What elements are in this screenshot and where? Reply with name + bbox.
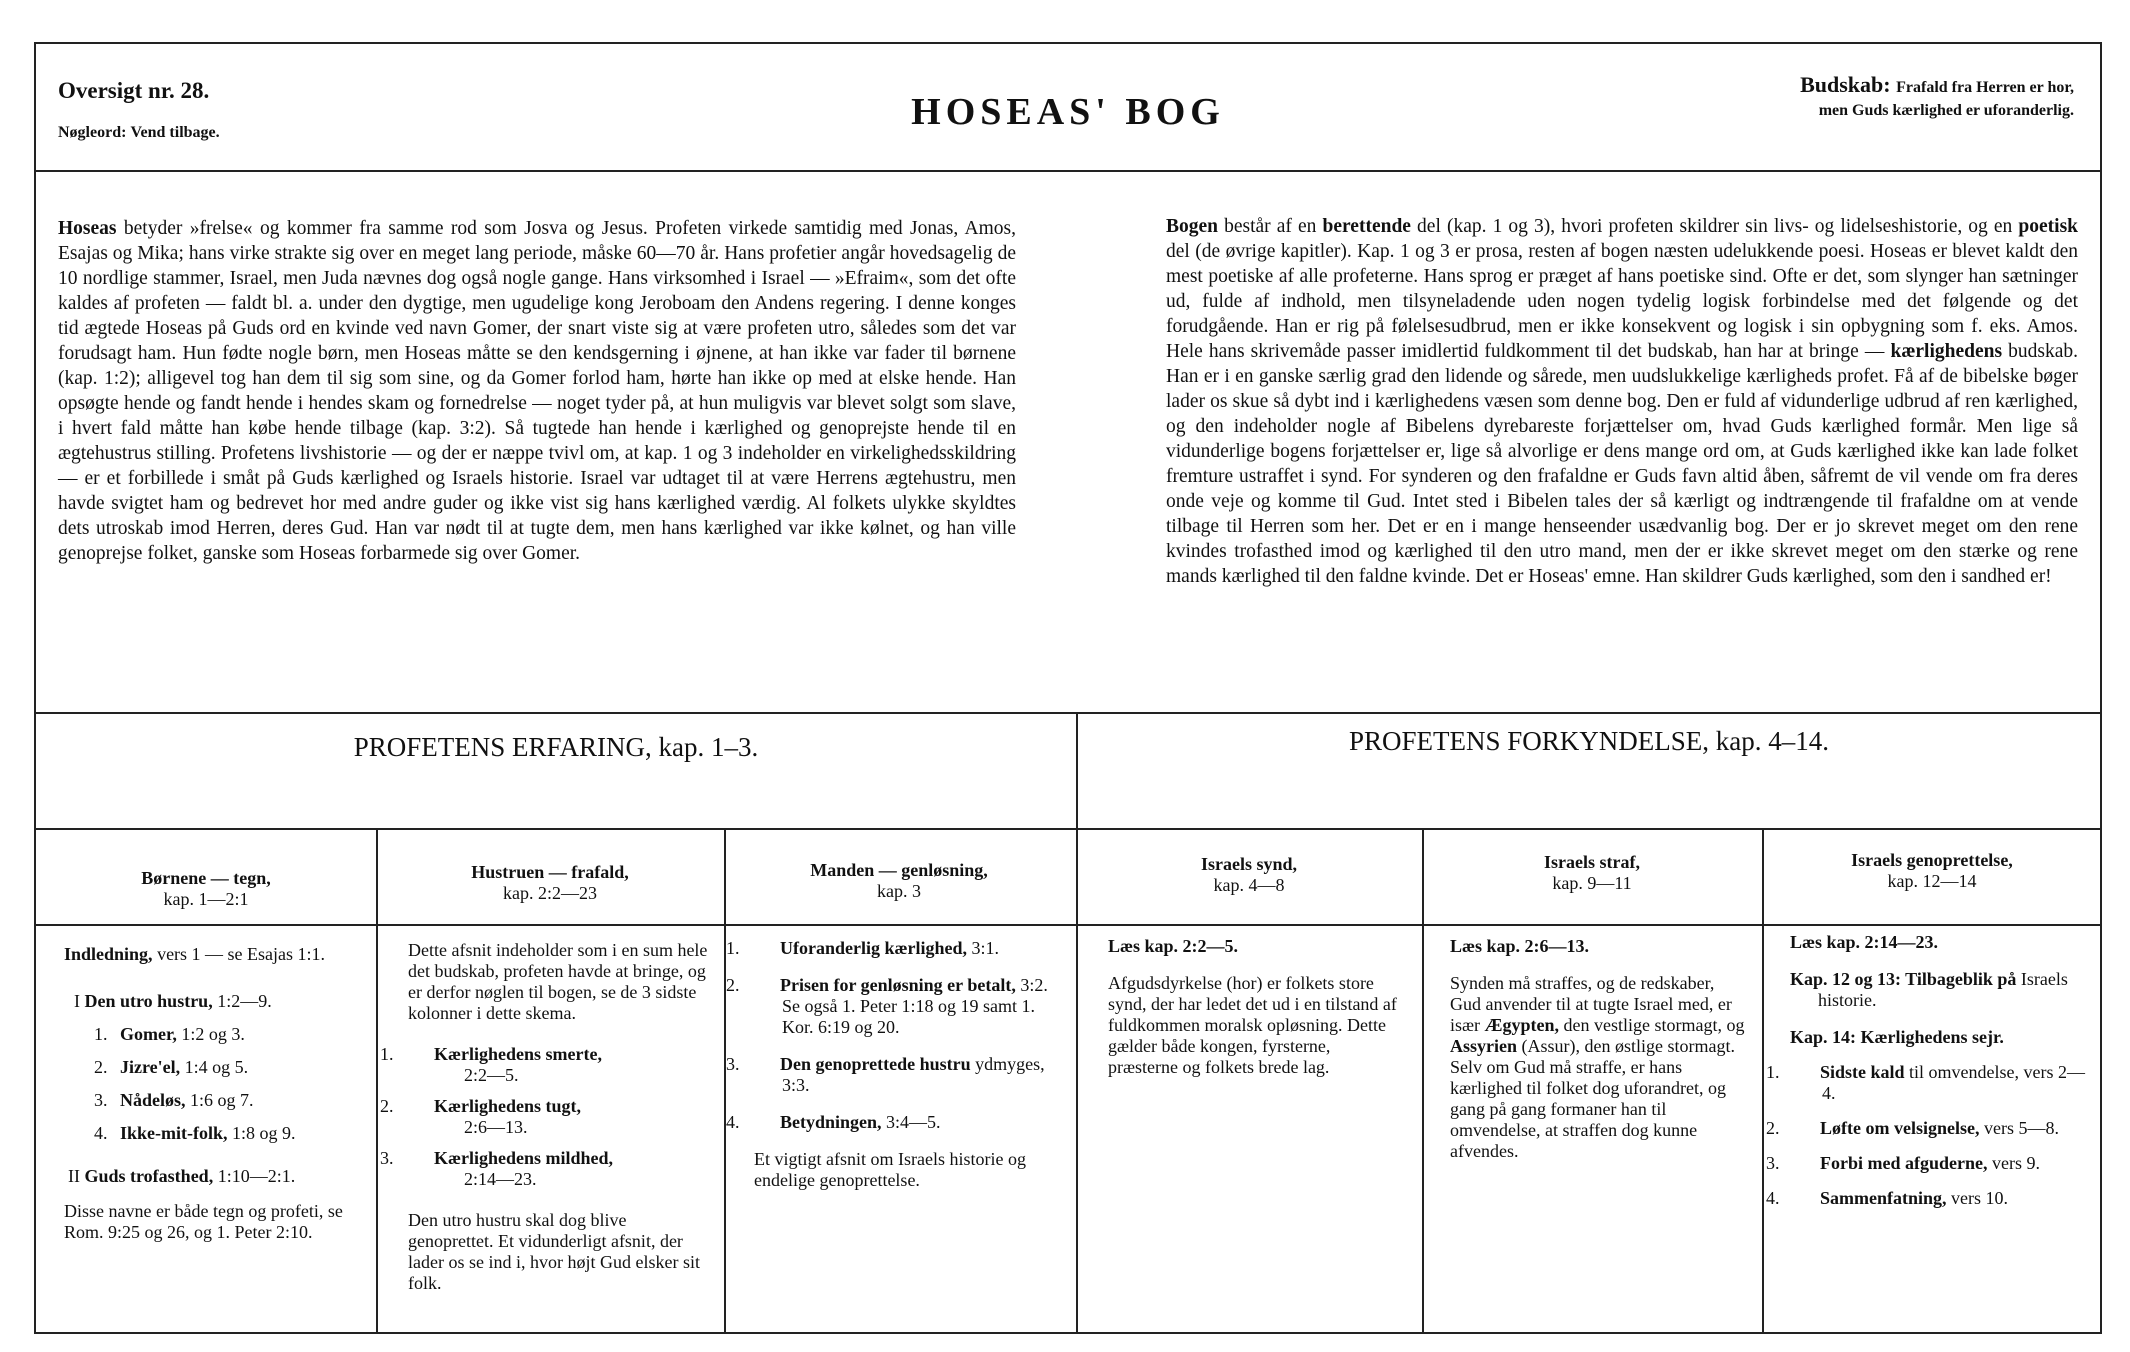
column-title: Manden — genløsning, xyxy=(810,860,988,880)
page-title: HOSEAS' BOG xyxy=(911,91,1225,133)
column-body-5 xyxy=(1450,936,1746,1162)
list-ref: vers 10. xyxy=(1951,1188,2009,1208)
list-item xyxy=(1766,1118,2090,1139)
intro-right-text-2: del (kap. 1 og 3), hvori profeten skildrer sin livs- og lidelseshistorie, og en xyxy=(1417,216,2013,237)
col4-text: Afgudsdyrkelse (hor) er folkets store synd, der har ledet det ud i en tilstand af fuldkommen moralsk opløsning. Dette gælder både kongen, fyrsterne, præsterne og folkets brede lag. xyxy=(1108,973,1397,1077)
message-line1: Frafald fra Herren er hor, xyxy=(1896,79,2074,96)
column-body-6 xyxy=(1766,932,2090,1209)
column-title: Israels straf, xyxy=(1544,852,1640,872)
list-ref: vers 9. xyxy=(1991,1153,2040,1173)
intro-right-text-1: består af en xyxy=(1224,216,1317,237)
intro-left-text: betyder »frelse« og kommer fra samme rod som Josva og Jesus. Profeten virkede samtidig med Jonas, Amos, Esajas og Mika; hans virke strakte sig over en meget lang periode, måske 60—70 år. Hans profetier angår hovedsagelig de 10 nordlige stammer, Israel, men Juda nævnes dog også nogle gange. Hans virksomhed i Israel — »Efraim«, som det ofte kaldes af profeten — faldt bl. a. under den dygtige, men ugudelige kong Jeroboam den Andens regering. I denne konges tid ægtede Hoseas på Guds ord en kvinde ved navn Gomer, der snart viste sig at være profeten utro, således som det var forudsagt ham. Hun fødte nogle børn, men Hoseas måtte se den kendsgerning i øjnene, at han ikke var fader til børnene (kap. 1:2); alligevel tog han dem til sig som sine, og da Gomer forlod ham, hørte han ikke op med at elske hende. Han opsøgte hende og fandt hende i hendes skam og fornedrelse — noget tyder på, at hun muligvis var blevet solgt som slave, i hvert fald måtte han købe hende tilbage (kap. 3:2). Så tugtede han hende i kærlighed og genoprejste hende til en ægtehustrus stilling. Profetens livshistorie — og der er næppe tvivl om, at kap. 1 og 3 indeholder en virkelighedsskildring — er et forbillede i småt på Guds kærlighed og Israels historie. Israel var udtaget til at være Herrens ægtehustru, men havde svigtet ham og bedrevet hor med andre guder og ikke vist sig hans kærlighed værdig. Al folkets ulykke skyldtes dets utroskab imod Herren, deres Gud. Han var nødt til at tugte dem, men hans kærlighed var ikke kølnet, og han ville genoprejse folket, ganske som Hoseas forbarmede sig over Gomer. xyxy=(58,218,1016,564)
list-heading: Sammenfatning, xyxy=(1820,1188,1947,1208)
column-header-3 xyxy=(724,860,1074,902)
list-number: 4. xyxy=(94,1123,108,1143)
list-number: 4. xyxy=(1766,1188,1780,1208)
section-erfaring: PROFETENS ERFARING, kap. 1–3. xyxy=(353,732,759,762)
list-item xyxy=(1766,1153,2090,1174)
list-ref: 3:1. xyxy=(971,938,1000,958)
list-number: 1. xyxy=(726,938,740,958)
list-heading: Uforanderlig kærlighed, xyxy=(780,938,967,958)
col2-note: Den utro hustru skal dog blive genoprettet. Et vidunderligt afsnit, der lader os se ind i, hvor højt Gud elsker sit folk. xyxy=(408,1210,700,1293)
list-ref: 1:6 og 7. xyxy=(190,1090,254,1110)
list-heading: Kærlighedens smerte, xyxy=(434,1044,602,1064)
list-ref: 3:4—5. xyxy=(886,1112,941,1132)
intro-right-bold-2: poetisk xyxy=(2018,216,2079,237)
column-divider xyxy=(1762,828,1764,1334)
intro-left xyxy=(58,216,1016,566)
list-number: 1. xyxy=(1766,1062,1780,1082)
column-header-6 xyxy=(1762,850,2102,892)
list-ref: 2:14—23. xyxy=(464,1169,537,1189)
column-title: Hustruen — frafald, xyxy=(471,862,629,882)
list-number: 2. xyxy=(726,975,740,995)
col1-intro-heading: Indledning, xyxy=(64,944,153,964)
col1-roman-2: II xyxy=(68,1166,80,1186)
list-ref: 1:4 og 5. xyxy=(184,1057,249,1077)
list-heading: Nådeløs, xyxy=(120,1090,186,1110)
intro-right-bold-1: berettende xyxy=(1322,216,1411,237)
column-divider xyxy=(376,828,378,1334)
col4-read-ref: Læs kap. 2:2—5. xyxy=(1108,936,1239,956)
list-heading: Prisen for genløsning er betalt, xyxy=(780,975,1016,995)
list-item xyxy=(1766,1188,2090,1209)
list-number: 2. xyxy=(94,1057,108,1077)
column-body-2 xyxy=(380,940,708,1294)
message-block xyxy=(1800,72,2074,120)
section-divider-top xyxy=(36,712,2100,714)
list-item xyxy=(94,1090,364,1111)
col5-bold-2: Assyrien xyxy=(1450,1036,1517,1056)
list-ref: 2:6—13. xyxy=(464,1117,528,1137)
list-ref: ydmyges, 3:3. xyxy=(782,1054,1045,1095)
list-heading: Forbi med afguderne, xyxy=(1820,1153,1988,1173)
column-header-2 xyxy=(376,862,724,904)
list-number: 1. xyxy=(380,1044,394,1064)
intro-right-text-4: budskab. Han er i en ganske særlig grad den lidende og sårede, men uudslukkelige kærligheds profet. Få af de bibelske bøger lader os skue så dybt ind i kærlighedens væsen som denne bog. Den er fuld af vidunderlige udbrud af ren kærlighed, og den indeholder nogle af Bibelens dyrebareste forjættelser om, hvad Guds kærlighed formår. Men lige så vidunderlige bogens forjættelser er, lige så alvorlige er dens mange ord om, at Guds kærlighed ikke kan lade folket fremture ustraffet i synd. For synderen og den frafaldne er Guds favn altid åben, såfremt de vil vende om fra deres onde veje og komme til Gud. Intet sted i Bibelen tales der så kærligt og indtrængende til frafaldne om at vende tilbage til Herren som her. Det er en i mange henseender usædvanlig bog. Der er jo skrevet meget om den rene kvindes trofasthed imod og kærlighed til den utro mand, men der er ikke skrevet meget om den stærke og rene mands kærlighed til den faldne kvinde. Det er Hoseas' emne. Han skildrer Guds kærlighed, som den i sandhed er! xyxy=(1166,341,2079,587)
col1-heading-1: Den utro hustru, xyxy=(84,991,213,1011)
column-header-5 xyxy=(1422,852,1762,894)
col5-read-ref: Læs kap. 2:6—13. xyxy=(1450,936,1590,956)
intro-right-bold-3: kærlighedens xyxy=(1890,341,2003,362)
col5-bold-1: Ægypten, xyxy=(1484,1015,1560,1035)
column-header-1 xyxy=(36,868,376,910)
list-heading: Kærlighedens tugt, xyxy=(434,1096,582,1116)
overview-label: Oversigt nr. 28. xyxy=(58,78,210,103)
list-ref: 1:2 og 3. xyxy=(181,1024,245,1044)
section-forkyndelse: PROFETENS FORKYNDELSE, kap. 4–14. xyxy=(1348,726,1830,756)
column-body-4 xyxy=(1108,936,1404,1078)
list-heading: Løfte om velsignelse, xyxy=(1820,1118,1980,1138)
column-title: Israels synd, xyxy=(1200,854,1298,874)
list-item xyxy=(726,975,1060,1038)
list-heading: Sidste kald xyxy=(1820,1062,1905,1082)
list-heading: Ikke-mit-folk, xyxy=(120,1123,228,1143)
col1-note: Disse navne er både tegn og profeti, se Rom. 9:25 og 26, og 1. Peter 2:10. xyxy=(64,1201,343,1242)
column-divider xyxy=(1076,828,1078,1334)
column-subtitle: kap. 2:2—23 xyxy=(503,883,597,903)
col3-note: Et vigtigt afsnit om Israels historie og endelige genoprettelse. xyxy=(754,1149,1026,1190)
list-ref: 3:2. Se også 1. Peter 1:18 og 19 samt 1. Kor. 6:19 og 20. xyxy=(782,975,1048,1037)
list-number: 2. xyxy=(380,1096,394,1116)
column-body-1 xyxy=(64,944,364,1243)
col6-heading-1-text: Israels historie. xyxy=(1818,969,2068,1010)
chart-frame xyxy=(34,42,2102,1334)
col5-text-2: den vestlige stormagt, og xyxy=(1563,1015,1745,1035)
keyword-label: Nøgleord: xyxy=(58,124,127,141)
intro-right-text-3: del (de øvrige kapitler). Kap. 1 og 3 er prosa, resten af bogen næsten udelukkende poesi. Hoseas er blevet kaldt den mest poetiske af alle profeterne. Hans sprog er præget af hans poetiske sind. Ofte er det, som slynger han sætninger ud, fulde af indhold, men tilsyneladende uden nogen tydelig logisk forbindelse med det følgende og det forudgående. Han er rig på følelsesudbrud, men er ikke konsekvent og logisk i sin opbygning som f. eks. Amos. Hele hans skrivemåde passer imidlertid fuldkomment til det budskab, han har at bringe — xyxy=(1166,241,2078,362)
list-number: 2. xyxy=(1766,1118,1780,1138)
col2-intro: Dette afsnit indeholder som i en sum hele det budskab, profeten havde at bringe, og er derfor nøglen til bogen, se de 3 sidste kolonner i dette skema. xyxy=(408,940,708,1023)
list-ref: til omvendelse, vers 2—4. xyxy=(1822,1062,2086,1103)
list-item xyxy=(94,1024,364,1045)
message-label: Budskab: xyxy=(1800,72,1891,97)
list-item xyxy=(726,938,1060,959)
column-subtitle: kap. 9—11 xyxy=(1552,873,1632,893)
list-item xyxy=(380,1044,708,1086)
keyword-value: Vend tilbage. xyxy=(130,124,220,141)
list-number: 3. xyxy=(94,1090,108,1110)
col1-heading-2-ref: 1:10—2:1. xyxy=(217,1166,296,1186)
col5-text-3: (Assur), den østlige stormagt. Selv om Gud må straffe, er hans kærlighed til folket dog uforandret, og gang på gang formaner han til omvendelse, at straffen dog kunne afvendes. xyxy=(1450,1036,1735,1161)
list-number: 3. xyxy=(1766,1153,1780,1173)
list-number: 3. xyxy=(380,1148,394,1168)
list-item xyxy=(726,1112,1060,1133)
list-item xyxy=(94,1123,364,1144)
col1-roman-1: I xyxy=(74,991,80,1011)
col6-read-ref: Læs kap. 2:14—23. xyxy=(1790,932,1939,952)
list-number: 1. xyxy=(94,1024,108,1044)
col1-heading-1-ref: 1:2—9. xyxy=(217,991,272,1011)
col1-intro-text: vers 1 — se Esajas 1:1. xyxy=(157,944,326,964)
header-divider xyxy=(36,170,2100,172)
list-item xyxy=(1766,1062,2090,1104)
column-header-4 xyxy=(1076,854,1422,896)
column-subtitle: kap. 4—8 xyxy=(1213,875,1285,895)
list-heading: Den genoprettede hustru xyxy=(780,1054,971,1074)
col6-heading-1: Kap. 12 og 13: Tilbageblik på xyxy=(1790,969,2017,989)
column-subtitle: kap. 12—14 xyxy=(1887,871,1977,891)
col5-text-1: Synden må straffes, og de redskaber, Gud anvender til at tugte Israel med, er især xyxy=(1450,973,1732,1035)
list-number: 4. xyxy=(726,1112,740,1132)
intro-left-lead: Hoseas xyxy=(58,218,117,239)
column-header-divider xyxy=(36,924,2100,926)
list-heading: Betydningen, xyxy=(780,1112,882,1132)
col6-heading-2: Kap. 14: Kærlighedens sejr. xyxy=(1790,1027,2004,1047)
list-item xyxy=(726,1054,1060,1096)
list-ref: vers 5—8. xyxy=(1983,1118,2059,1138)
column-title: Børnene — tegn, xyxy=(141,868,271,888)
column-divider xyxy=(724,828,726,1334)
list-item xyxy=(380,1148,708,1190)
col1-heading-2: Guds trofasthed, xyxy=(84,1166,214,1186)
list-ref: 1:8 og 9. xyxy=(232,1123,296,1143)
column-divider xyxy=(1422,828,1424,1334)
column-subtitle: kap. 1—2:1 xyxy=(163,889,249,909)
column-subtitle: kap. 3 xyxy=(877,881,921,901)
list-item xyxy=(94,1057,364,1078)
list-heading: Jizre'el, xyxy=(120,1057,181,1077)
list-number: 3. xyxy=(726,1054,740,1074)
column-body-3 xyxy=(726,938,1060,1191)
message-line2: men Guds kærlighed er uforanderlig. xyxy=(1818,102,2074,119)
list-item xyxy=(380,1096,708,1138)
intro-right-lead: Bogen xyxy=(1166,216,1219,237)
section-divider-bottom xyxy=(36,828,2100,830)
list-heading: Gomer, xyxy=(120,1024,177,1044)
intro-right xyxy=(1166,214,2078,589)
column-title: Israels genoprettelse, xyxy=(1851,850,2013,870)
list-ref: 2:2—5. xyxy=(464,1065,519,1085)
list-heading: Kærlighedens mildhed, xyxy=(434,1148,614,1168)
